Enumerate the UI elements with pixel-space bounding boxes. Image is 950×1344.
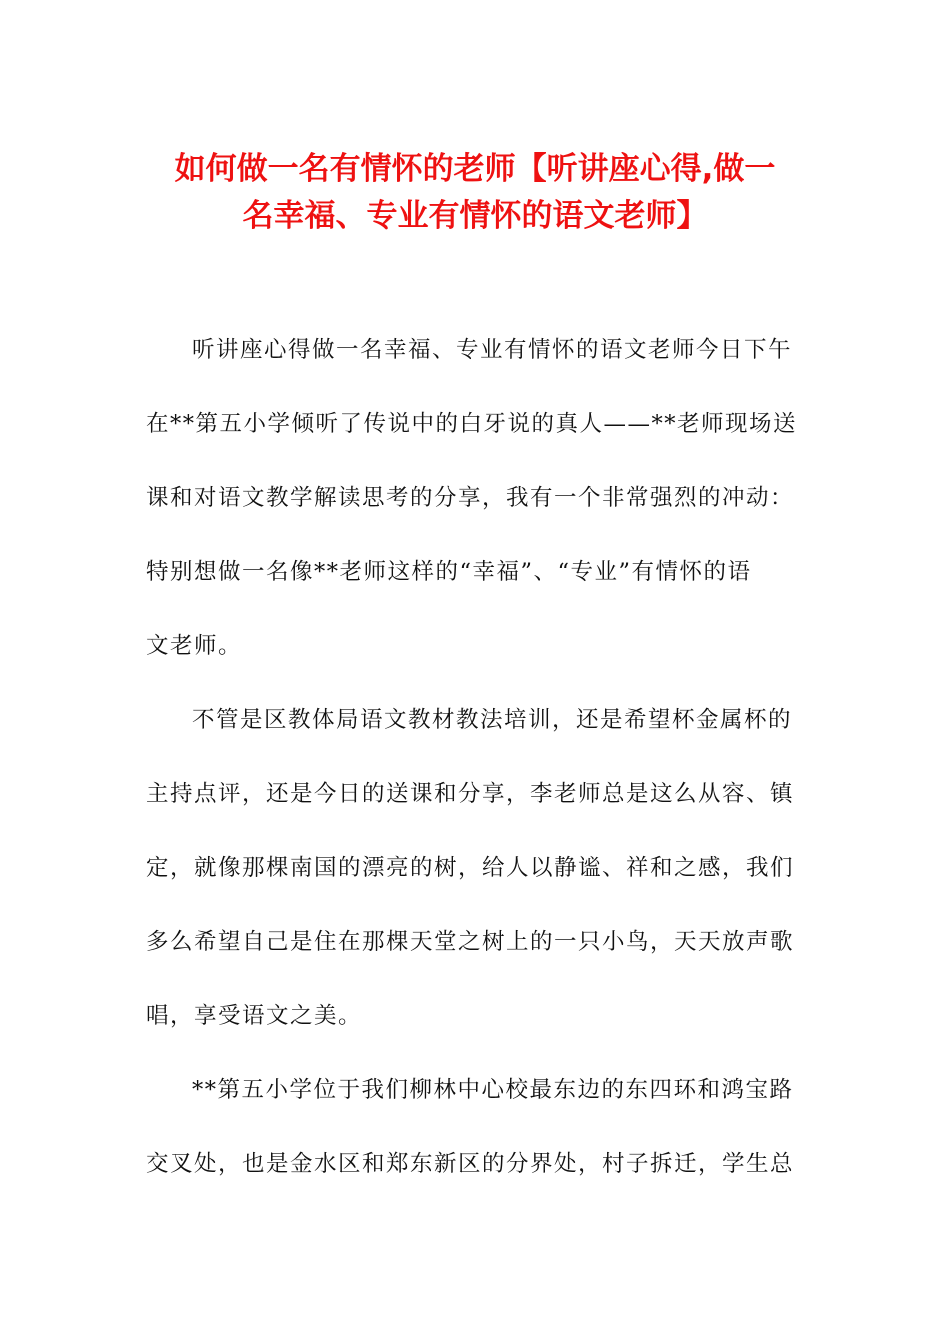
paragraph-line: 特别想做一名像**老师这样的“幸福”、“专业”有情怀的语 [146, 559, 752, 585]
paragraph-line: 唱，享受语文之美。 [146, 1003, 363, 1029]
paragraph [146, 330, 798, 700]
paragraph-line: 在**第五小学倾听了传说中的白牙说的真人——**老师现场送 [146, 411, 798, 437]
paragraph-line: 多么希望自己是住在那棵天堂之树上的一只小鸟，天天放声歌 [146, 929, 795, 955]
paragraph-line: 主持点评，还是今日的送课和分享，李老师总是这么从容、镇 [146, 781, 795, 807]
paragraph-line: 不管是区教体局语文教材教法培训，还是希望杯金属杯的 [192, 707, 793, 733]
paragraph-line: 定，就像那棵南国的漂亮的树，给人以静谧、祥和之感，我们 [146, 855, 795, 881]
paragraph-line: 交叉处，也是金水区和郑东新区的分界处，村子拆迁，学生总 [146, 1151, 795, 1177]
document-title-line: 名幸福、专业有情怀的语文老师】 [242, 198, 708, 234]
paragraph-line: 课和对语文教学解读思考的分享，我有一个非常强烈的冲动： [146, 485, 795, 511]
paragraph-line: 文老师。 [146, 633, 243, 659]
paragraph-line: 听讲座心得做一名幸福、专业有情怀的语文老师今日下午 [192, 337, 793, 363]
document-body [146, 330, 798, 1218]
document-title-line: 如何做一名有情怀的老师【听讲座心得,做一 [174, 151, 776, 187]
document-title [140, 146, 810, 240]
paragraph-line: **第五小学位于我们柳林中心校最东边的东四环和鸿宝路 [192, 1077, 794, 1103]
paragraph [146, 1070, 794, 1218]
paragraph [146, 700, 794, 1070]
